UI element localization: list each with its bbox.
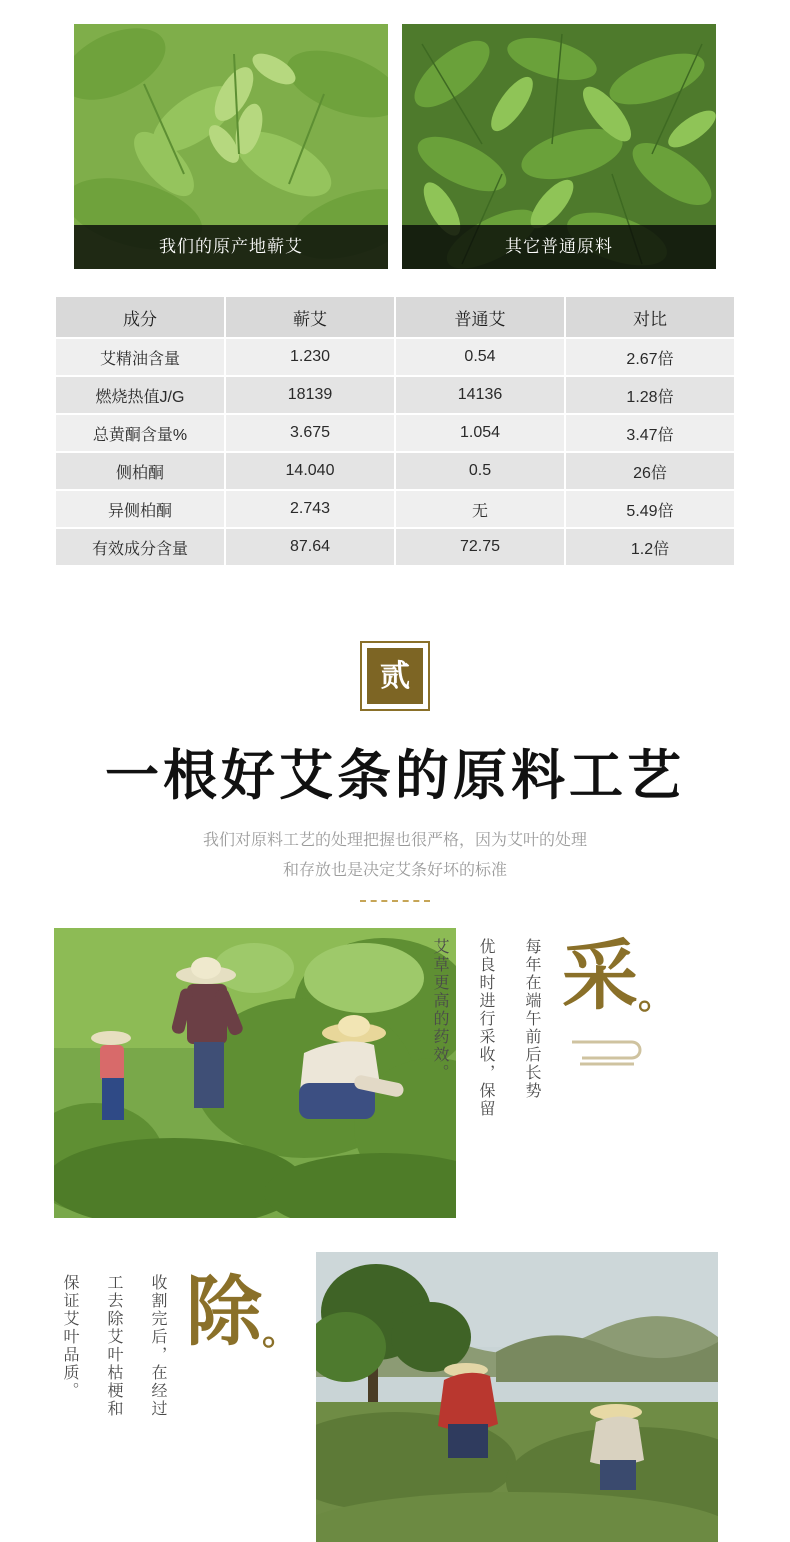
field-photo-svg <box>316 1252 718 1542</box>
harvest-photo-svg <box>54 928 456 1218</box>
process-block-harvest <box>0 928 790 1218</box>
table-header-cell: 成分 <box>55 296 225 338</box>
table-row <box>55 338 735 376</box>
process-char-text: 采 <box>561 931 638 1020</box>
table-cell: 有效成分含量 <box>55 528 225 566</box>
cloud-ornament-icon <box>562 1030 648 1072</box>
process-char-text: 除 <box>186 1267 262 1356</box>
photo-comparison-row <box>0 0 790 269</box>
table-cell: 3.47倍 <box>565 414 735 452</box>
section-header <box>0 567 790 902</box>
table-header-cell: 蕲艾 <box>225 296 395 338</box>
process-char-dot: 。 <box>637 975 674 1017</box>
comparison-table-wrap <box>0 269 790 567</box>
table-row <box>55 528 735 566</box>
process-text-remove <box>54 1252 298 1529</box>
process-char-remove <box>186 1267 299 1356</box>
table-cell: 87.64 <box>225 528 395 566</box>
process-desc-line1: 收割完后，在经过 <box>149 1274 166 1418</box>
process-desc-line3: 艾草更高的药效。 <box>430 938 448 1082</box>
table-row <box>55 490 735 528</box>
section-subtitle <box>0 826 790 886</box>
table-cell: 18139 <box>225 376 395 414</box>
table-cell: 2.743 <box>225 490 395 528</box>
table-cell: 总黄酮含量% <box>55 414 225 452</box>
table-cell: 燃烧热值J/G <box>55 376 225 414</box>
table-cell: 14136 <box>395 376 565 414</box>
table-cell: 艾精油含量 <box>55 338 225 376</box>
section-subtitle-line2: 和存放也是决定艾条好坏的标准 <box>282 862 507 879</box>
table-cell: 侧柏酮 <box>55 452 225 490</box>
table-cell: 5.49倍 <box>565 490 735 528</box>
section-subtitle-line1: 我们对原料工艺的处理把握也很严格，因为艾叶的处理 <box>202 832 587 849</box>
process-vertical-stack <box>424 931 674 1193</box>
divider-dashes <box>360 900 430 902</box>
table-row <box>55 414 735 452</box>
process-char-dot: 。 <box>262 1311 299 1353</box>
page-title: 一根好艾条的原料工艺 <box>105 743 685 807</box>
process-block-remove <box>0 1252 790 1542</box>
table-cell: 1.054 <box>395 414 565 452</box>
table-cell: 26倍 <box>565 452 735 490</box>
table-cell: 72.75 <box>395 528 565 566</box>
table-row <box>55 376 735 414</box>
table-header-cell: 普通艾 <box>395 296 565 338</box>
table-cell: 3.675 <box>225 414 395 452</box>
photo-harvest <box>54 928 456 1218</box>
table-header-cell: 对比 <box>565 296 735 338</box>
table-cell: 14.040 <box>225 452 395 490</box>
photo-card-origin <box>74 24 388 269</box>
seal-number: 贰 <box>367 648 423 704</box>
seal-badge <box>360 641 430 711</box>
process-desc-line3: 保证艾叶品质。 <box>61 1274 78 1400</box>
table-cell: 0.54 <box>395 338 565 376</box>
table-header-row <box>55 296 735 338</box>
table-cell: 无 <box>395 490 565 528</box>
comparison-table <box>54 295 736 567</box>
table-cell: 0.5 <box>395 452 565 490</box>
table-cell: 1.230 <box>225 338 395 376</box>
process-text-harvest <box>430 928 736 1218</box>
process-desc-line1: 每年在端午前后长势 <box>522 938 540 1100</box>
table-cell: 1.2倍 <box>565 528 735 566</box>
table-cell: 2.67倍 <box>565 338 735 376</box>
photo-field-work <box>316 1252 718 1542</box>
table-cell: 1.28倍 <box>565 376 735 414</box>
process-char-harvest <box>561 931 674 1020</box>
photo-caption: 其它普通原料 <box>402 225 716 269</box>
process-desc-line2: 工去除艾叶枯梗和 <box>105 1274 122 1418</box>
photo-card-ordinary <box>402 24 716 269</box>
process-desc-line2: 优良时进行采收，保留 <box>476 938 494 1118</box>
process-char-block <box>561 931 674 1077</box>
photo-caption: 我们的原产地蕲艾 <box>74 225 388 269</box>
table-row <box>55 452 735 490</box>
table-cell: 异侧柏酮 <box>55 490 225 528</box>
